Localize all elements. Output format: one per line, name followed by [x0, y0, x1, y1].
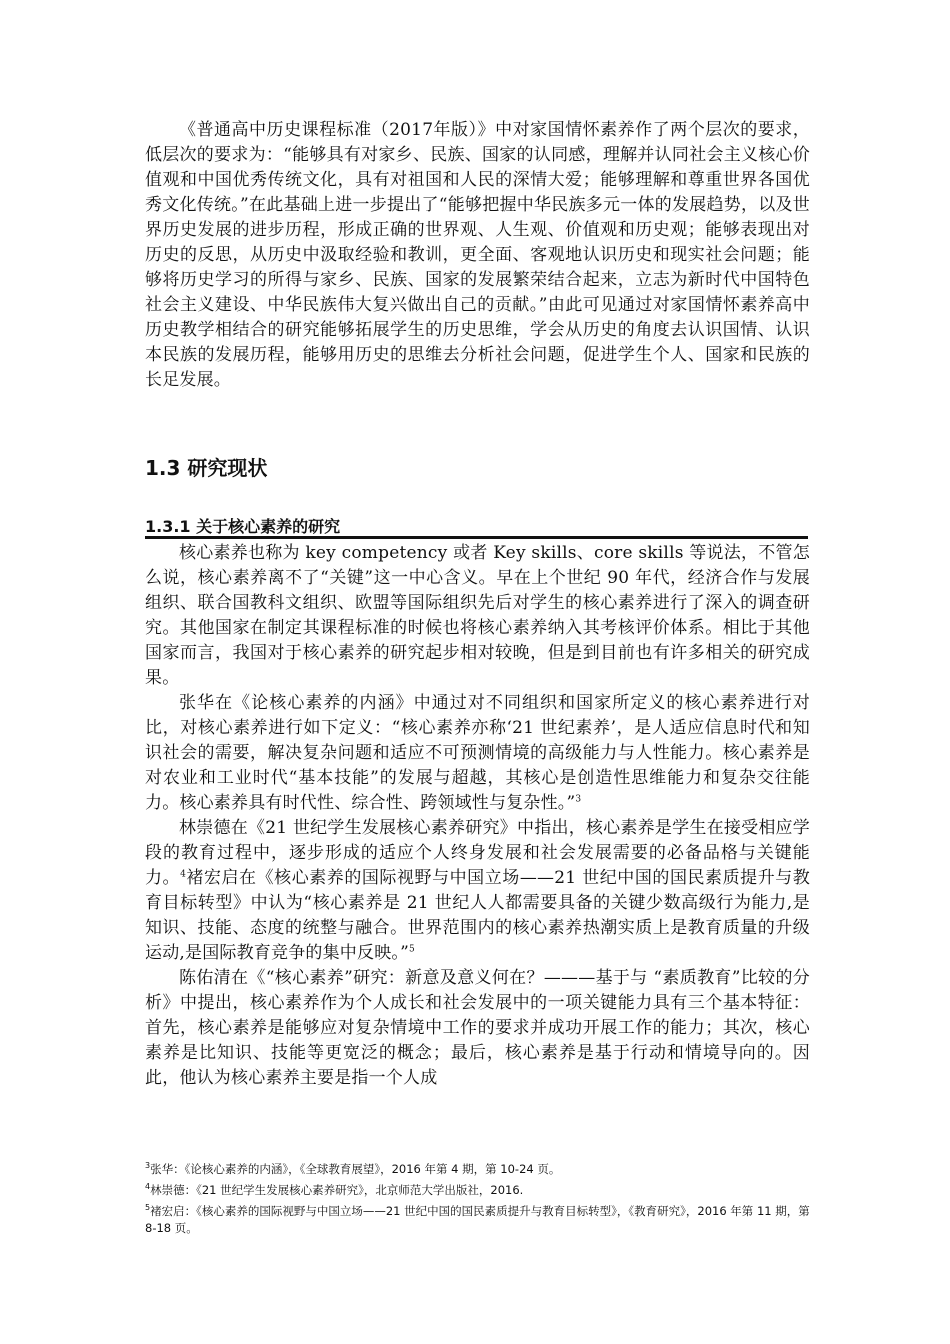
footnote-number: 4: [145, 1181, 151, 1191]
footnote: [145, 1199, 810, 1238]
paragraph: 《普通高中历史课程标准（2017年版）》中对家国情怀素养作了两个层次的要求，低层次的要求为：“能够具有对家乡、民族、国家的认同感，理解并认同社会主义核心价值观和中国优秀传统文化，具有对祖国和人民的深情大爱；能够理解和尊重世界各国优秀文化传统。”在此基础上进一步提出了“能够把握中华民族多元一体的发展趋势，以及世界历史发展的进步历程，形成正确的世界观、人生观、价值观和历史观；能够表现出对历史的反思，从历史中汲取经验和教训，更全面、客观地认识历史和现实社会问题；能够将历史学习的所得与家乡、民族、国家的发展繁荣结合起来，立志为新时代中国特色社会主义建设、中华民族伟大复兴做出自己的贡献。”由此可见通过对家国情怀素养高中历史教学相结合的研究能够拓展学生的历史思维，学会从历史的角度去认识国情、认识本民族的发展历程，能够用历史的思维去分析社会问题，促进学生个人、国家和民族的长足发展。: [145, 120, 810, 390]
footnote-text: 林崇德：《21 世纪学生发展核心素养研究》，北京师范大学出版社，2016.: [150, 1182, 524, 1197]
paragraph-text: 林崇德在《21 世纪学生发展核心素养研究》中指出，核心素养是学生在接受相应学段的教育过程中，逐步形成的适应个人终身发展和社会发展需要的必备品格与关键能力。: [145, 818, 810, 888]
paragraph: 核心素养也称为 key competency 或者 Key skills、core skills 等说法，不管怎么说，核心素养离不了“关键”这一中心含义。早在上个世纪 90 年代，经济合作与发展组织、联合国教科文组织、欧盟等国际组织先后对学生的核心素养进行了深入的调查研究。其他国家在制定其课程标准的时候也将核心素养纳入其考核评价体系。相比于其他国家而言，我国对于核心素养的研究起步相对较晚，但是到目前也有许多相关的研究成果。: [145, 543, 810, 688]
footnote-text: 褚宏启：《核心素养的国际视野与中国立场——21 世纪中国的国民素质提升与教育目标转型》，《教育研究》，2016 年第 11 期，第 8-18 页。: [145, 1203, 810, 1236]
footnotes: [145, 1157, 810, 1237]
paragraph: [145, 816, 810, 966]
paragraph-text: 张华在《论核心素养的内涵》中通过对不同组织和国家所定义的核心素养进行对比，对核心素养进行如下定义：“核心素养亦称‘21 世纪素养’，是人适应信息时代和知识社会的需要，解决复杂问题和适应不可预测情境的高级能力与人性能力。核心素养是对农业和工业时代“基本技能”的发展与超越，其核心是创造性思维能力和复杂交往能力。核心素养具有时代性、综合性、跨领域性与复杂性。”: [145, 693, 810, 813]
footnote-number: 3: [145, 1161, 151, 1170]
paragraph-text: 褚宏启在《核心素养的国际视野与中国立场——21 世纪中国的国民素质提升与教育目标转型》中认为“核心素养是 21 世纪人人都需要具备的关键少数高级行为能力,是知识、技能、态度的统整与融合。世界范围内的核心素养热潮实质上是教育质量的升级运动,是国际教育竞争的集中反映。”: [145, 868, 811, 963]
footnote: [145, 1157, 810, 1178]
footnote-ref[interactable]: 3: [575, 794, 582, 805]
paragraph: 陈佑清在《“核心素养”研究：新意及意义何在？———基于与 “素质教育”比较的分析》中提出，核心素养作为个人成长和社会发展中的一项关键能力具有三个基本特征：首先，核心素养是能够应对复杂情境中工作的要求并成功开展工作的能力；其次，核心素养是比知识、技能等更宽泛的概念；最后，核心素养是基于行动和情境导向的。因此，他认为核心素养主要是指一个人成: [145, 968, 810, 1088]
section-1-2-body: [145, 118, 810, 393]
footnote-ref[interactable]: 4: [180, 869, 187, 880]
footnote-ref[interactable]: 5: [409, 944, 415, 955]
paragraph: [145, 691, 810, 816]
subsection-heading-1-3-1: 1.3.1 关于核心素养的研究: [145, 517, 808, 539]
footnote-number: 5: [145, 1202, 151, 1212]
footnote-text: 张华：《论核心素养的内涵》，《全球教育展望》，2016 年第 4 期，第 10-24 页。: [150, 1161, 561, 1176]
footnote: [145, 1178, 810, 1199]
section-1-3-1-body: [145, 541, 810, 1091]
section-heading-1-3: 1.3 研究现状: [145, 456, 268, 480]
